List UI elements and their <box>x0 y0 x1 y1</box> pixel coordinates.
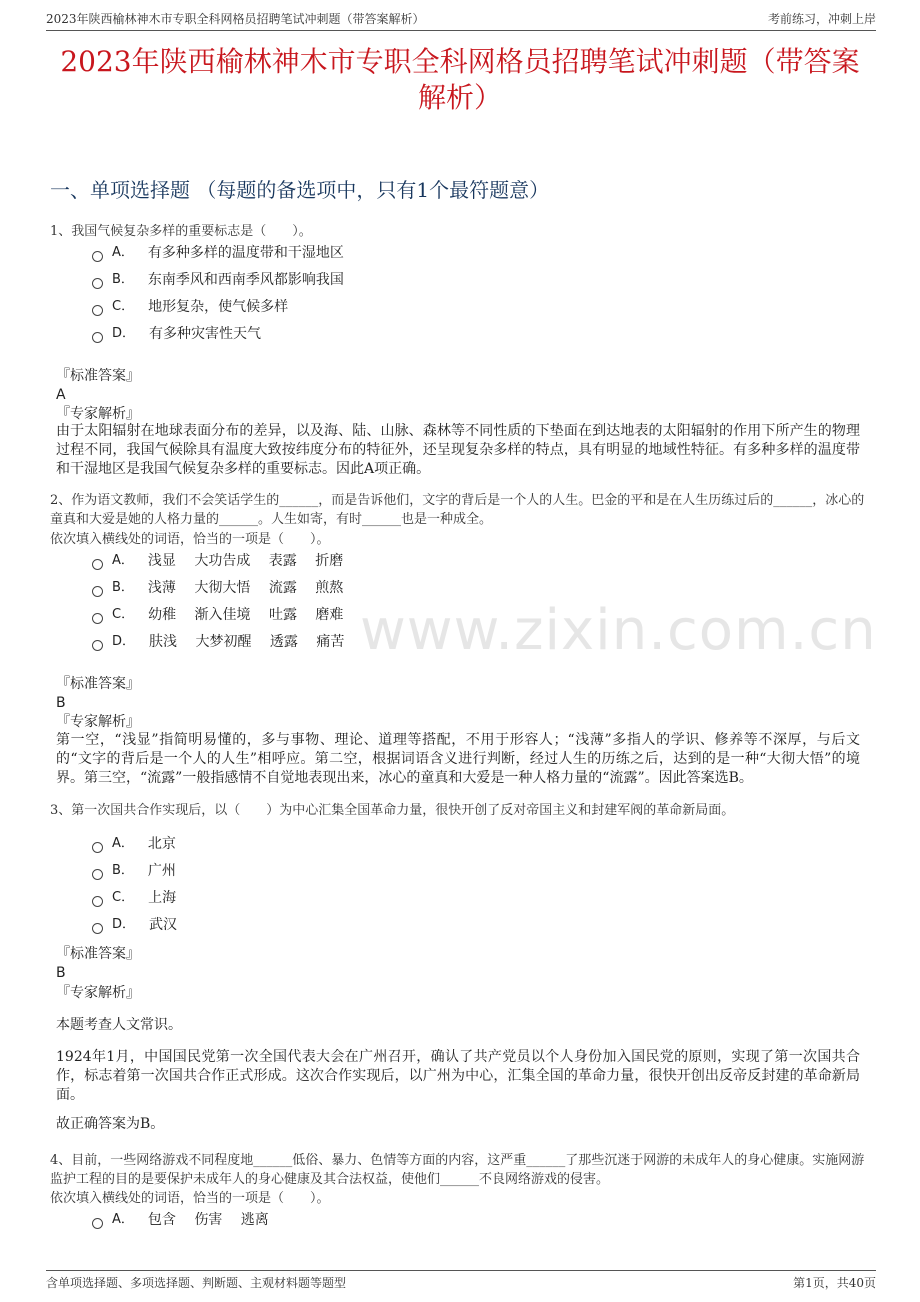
answer-label: 『标准答案』 <box>56 946 140 962</box>
question-2-answer: B <box>56 695 66 711</box>
question-1-option-c[interactable]: C． 地形复杂，使气候多样 <box>92 297 288 317</box>
question-1-option-d[interactable]: D． 有多种灾害性天气 <box>92 324 261 344</box>
question-3-answer: B <box>56 965 66 981</box>
analysis-label: 『专家解析』 <box>56 406 140 422</box>
watermark: www.zixin.com.cn <box>360 598 877 663</box>
radio-icon[interactable] <box>92 278 103 289</box>
header-slogan: 考前练习，冲刺上岸 <box>767 12 876 26</box>
radio-icon[interactable] <box>92 305 103 316</box>
radio-icon[interactable] <box>92 613 103 624</box>
section-heading: 一、单项选择题 （每题的备选项中，只有1个最符题意） <box>50 178 550 202</box>
header-title: 2023年陕西榆林神木市专职全科网格员招聘笔试冲刺题（带答案解析） <box>46 12 425 26</box>
question-3-analysis-conclusion: 故正确答案为B。 <box>56 1116 165 1132</box>
radio-icon[interactable] <box>92 586 103 597</box>
page-number: 第1页，共40页 <box>793 1276 876 1290</box>
question-1-option-b[interactable]: B． 东南季风和西南季风都影响我国 <box>92 270 344 290</box>
question-2-option-a[interactable]: A． 浅显 大功告成 表露 折磨 <box>92 551 343 571</box>
question-4-option-a[interactable]: A． 包含 伤害 逃离 <box>92 1210 269 1230</box>
question-2-option-b[interactable]: B． 浅薄 大彻大悟 流露 煎熬 <box>92 578 343 598</box>
question-3-option-d[interactable]: D． 武汉 <box>92 915 177 935</box>
question-1-analysis: 由于太阳辐射在地球表面分布的差异，以及海、陆、山脉、森林等不同性质的下垫面在到达地表的太阳辐射的作用下所产生的物理过程不同，我国气候除具有温度大致按纬度分布的特征外，还呈现复杂多样的特点，具有明显的地域性特征。有多种多样的温度带和干湿地区是我国气候复杂多样的重要标志。因此A项正确。 <box>56 423 860 477</box>
question-3-option-a[interactable]: A． 北京 <box>92 834 176 854</box>
radio-icon[interactable] <box>92 640 103 651</box>
radio-icon[interactable] <box>92 1218 103 1229</box>
radio-icon[interactable] <box>92 869 103 880</box>
radio-icon[interactable] <box>92 251 103 262</box>
radio-icon[interactable] <box>92 332 103 343</box>
question-2-option-c[interactable]: C． 幼稚 渐入佳境 吐露 磨难 <box>92 605 343 625</box>
analysis-label: 『专家解析』 <box>56 985 140 1001</box>
radio-icon[interactable] <box>92 896 103 907</box>
answer-label: 『标准答案』 <box>56 368 140 384</box>
question-2-option-d[interactable]: D． 肤浅 大梦初醒 透露 痛苦 <box>92 632 344 652</box>
radio-icon[interactable] <box>92 559 103 570</box>
question-2-instruction: 依次填入横线处的词语，恰当的一项是（ ）。 <box>50 532 330 547</box>
question-3-stem: 3、第一次国共合作实现后，以（ ）为中心汇集全国革命力量，很快开创了反对帝国主义和封建军阀的革命新局面。 <box>50 803 735 818</box>
question-1-answer: A <box>56 387 66 403</box>
question-2-stem: 2、作为语文教师，我们不会笑话学生的______，而是告诉他们，文字的背后是一个人的人生。巴金的平和是在人生历练过后的______，冰心的童真和大爱是她的人格力量的______。人生如寄，有时______也是一种成全。 <box>50 493 865 527</box>
page-footer <box>46 1270 876 1292</box>
answer-label: 『标准答案』 <box>56 676 140 692</box>
question-2-analysis: 第一空，“浅显”指简明易懂的，多与事物、理论、道理等搭配，不用于形容人；“浅薄”多指人的学识、修养等不深厚，与后文的“文字的背后是一个人的人生”相呼应。第二空，根据词语含义进行判断，经过人生的历练之后，达到的是一种“大彻大悟”的境界。第三空，“流露”一般指感情不自觉地表现出来，冰心的童真和大爱是一种人格力量的“流露”。因此答案选B。 <box>56 732 860 786</box>
radio-icon[interactable] <box>92 842 103 853</box>
question-4-stem: 4、目前，一些网络游戏不同程度地______低俗、暴力、色情等方面的内容，这严重______了那些沉迷于网游的未成年人的身心健康。实施网游监护工程的目的是要保护未成年人的身心健康及其合法权益，使他们______不良网络游戏的侵害。 <box>50 1153 865 1187</box>
question-3-analysis-body: 1924年1月，中国国民党第一次全国代表大会在广州召开，确认了共产党员以个人身份加入国民党的原则，实现了第一次国共合作，标志着第一次国共合作正式形成。这次合作实现后，以广州为中心，汇集全国的革命力量，很快开创出反帝反封建的革命新局面。 <box>56 1049 860 1103</box>
question-3-analysis-intro: 本题考查人文常识。 <box>56 1017 182 1033</box>
question-4-instruction: 依次填入横线处的词语，恰当的一项是（ ）。 <box>50 1191 330 1206</box>
question-3-option-b[interactable]: B． 广州 <box>92 861 176 881</box>
analysis-label: 『专家解析』 <box>56 714 140 730</box>
question-1-stem: 1、我国气候复杂多样的重要标志是（ ）。 <box>50 224 312 239</box>
question-3-option-c[interactable]: C． 上海 <box>92 888 176 908</box>
footer-question-types: 含单项选择题、多项选择题、判断题、主观材料题等题型 <box>46 1276 347 1290</box>
radio-icon[interactable] <box>92 923 103 934</box>
question-1-option-a[interactable]: A． 有多种多样的温度带和干湿地区 <box>92 243 344 263</box>
page-header <box>46 10 876 31</box>
document-title: 2023年陕西榆林神木市专职全科网格员招聘笔试冲刺题（带答案解析） <box>60 45 860 114</box>
